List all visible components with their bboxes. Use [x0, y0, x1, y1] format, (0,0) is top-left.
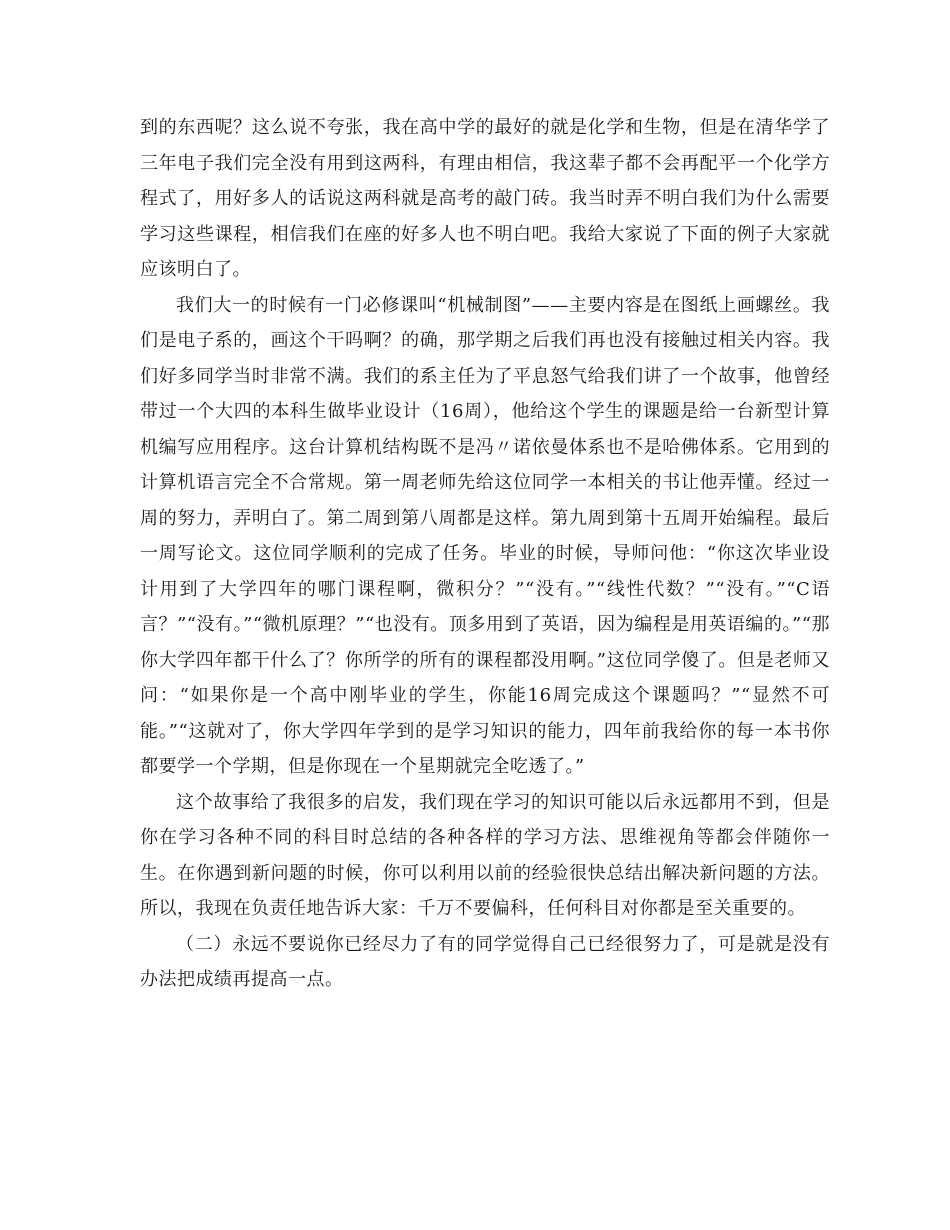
document-body — [140, 110, 830, 998]
paragraph-story-inspiration: 这个故事给了我很多的启发，我们现在学习的知识可能以后永远都用不到，但是你在学习各种不同的科目时总结的各种各样的学习方法、思维视角等都会伴随你一生。在你遇到新问题的时候，你可以利用以前的经验很快总结出解决新问题的方法。所以，我现在负责任地告诉大家：千万不要偏科，任何科目对你都是至关重要的。 — [140, 791, 830, 919]
paragraph-mechanical-drawing-story: 我们大一的时候有一门必修课叫“机械制图”——主要内容是在图纸上画螺丝。我们是电子系的，画这个干吗啊？的确，那学期之后我们再也没有接触过相关内容。我们好多同学当时非常不满。我们的系主任为了平息怒气给我们讲了一个故事，他曾经带过一个大四的本科生做毕业设计（16周），他给这个学生的课题是给一台新型计算机编写应用程序。这台计算机结构既不是冯〃诺依曼体系也不是哈佛体系。它用到的计算机语言完全不合常规。第一周老师先给这位同学一本相关的书让他弄懂。经过一周的努力，弄明白了。第二周到第八周都是这样。第九周到第十五周开始编程。最后一周写论文。这位同学顺利的完成了任务。毕业的时候，导师问他：“你这次毕业设计用到了大学四年的哪门课程啊，微积分？”“没有。”“线性代数？”“没有。”“C语言？”“没有。”“微机原理？”“也没有。顶多用到了英语，因为编程是用英语编的。”“那你大学四年都干什么了？你所学的所有的课程都没用啊。”这位同学傻了。但是老师又问：“如果你是一个高中刚毕业的学生，你能16周完成这个课题吗？”“显然不可能。”“这就对了，你大学四年学到的是学习知识的能力，四年前我给你的每一本书你都要学一个学期，但是你现在一个星期就完全吃透了。” — [140, 294, 830, 777]
paragraph-section-two-heading: （二）永远不要说你已经尽力了有的同学觉得自己已经很努力了，可是就是没有办法把成绩再提高一点。 — [140, 933, 830, 990]
paragraph-continuation: 到的东西呢？这么说不夸张，我在高中学的最好的就是化学和生物，但是在清华学了三年电子我们完全没有用到这两科，有理由相信，我这辈子都不会再配平一个化学方程式了，用好多人的话说这两科就是高考的敲门砖。我当时弄不明白我们为什么需要学习这些课程，相信我们在座的好多人也不明白吧。我给大家说了下面的例子大家就应该明白了。 — [140, 117, 830, 280]
